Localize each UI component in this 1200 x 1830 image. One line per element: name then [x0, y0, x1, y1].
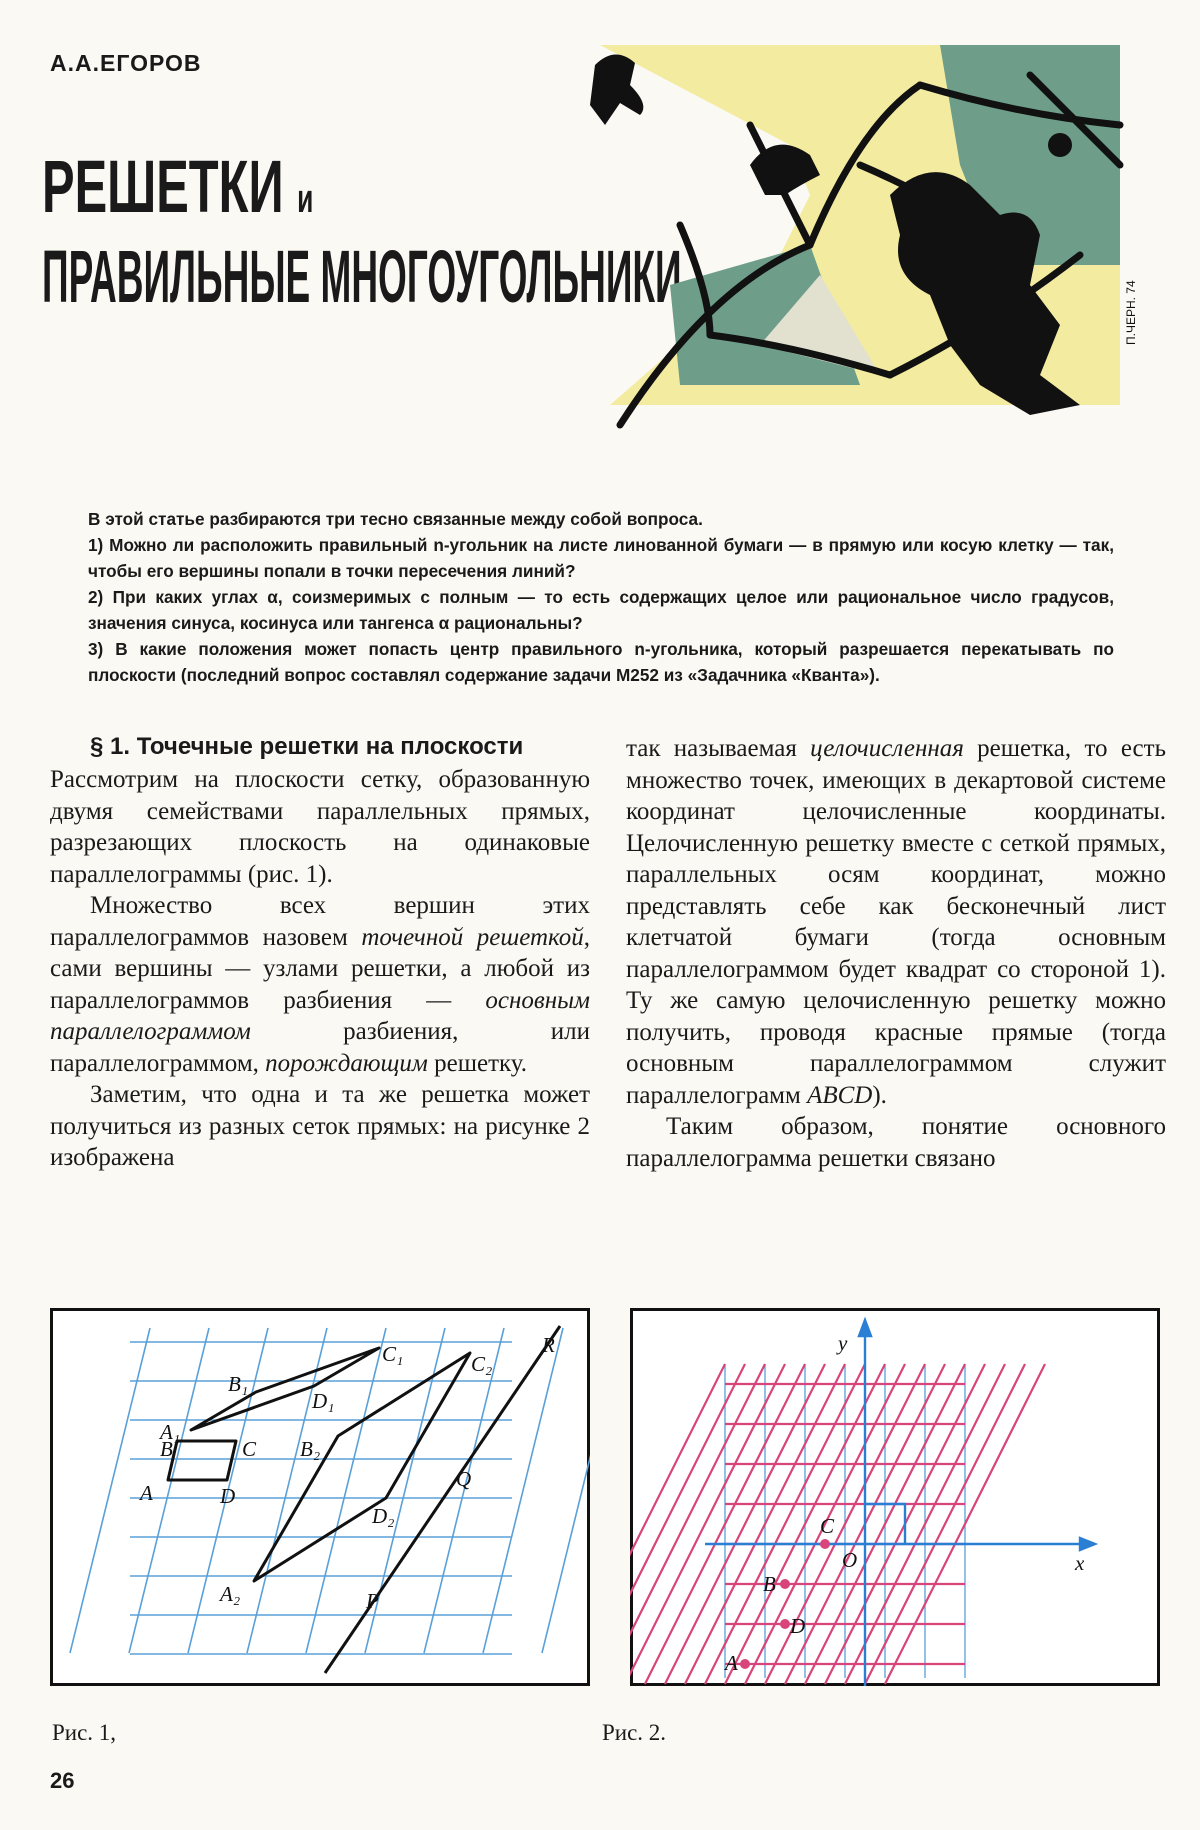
- term-abcd: ABCD: [807, 1081, 873, 1109]
- paragraph-5: Таким образом, понятие основного параллелограмма решетки связано: [626, 1113, 1166, 1172]
- figure-2: [630, 1308, 1160, 1686]
- label-a2: A₂: [220, 1582, 241, 1606]
- label-d: D: [220, 1484, 236, 1508]
- label-d2: D₂: [372, 1504, 395, 1528]
- label-b2: B₂: [300, 1437, 321, 1461]
- label-a: A: [725, 1651, 738, 1675]
- label-c1: C₁: [382, 1342, 404, 1366]
- text-column-left: [50, 730, 590, 1174]
- label-c: C: [820, 1514, 835, 1538]
- paragraph-3: Заметим, что одна и та же решетка может получиться из разных сеток прямых: на рисунке 2 изображена: [50, 1081, 590, 1171]
- label-d1: D₁: [312, 1389, 335, 1413]
- abstract-intro: В этой статье разбираются три тесно связанные между собой вопроса.: [88, 509, 703, 529]
- label-q: Q: [456, 1467, 472, 1491]
- title-connector: и: [297, 177, 314, 221]
- abstract-question-2: 2) При каких углах α, соизмеримых с полным — то есть содержащих целое или рациональное число градусов, значения синуса, косинуса или тангенса α рациональны?: [88, 587, 1114, 633]
- figure-2-caption: Рис. 2.: [602, 1720, 667, 1745]
- paragraph-1: Рассмотрим на плоскости сетку, образованную двумя семействами параллельных прямых, разрезающих плоскость на одинаковые параллелограммы (рис. 1).: [50, 766, 590, 888]
- figure-1: [50, 1308, 590, 1686]
- label-y: y: [838, 1331, 848, 1355]
- abstract: [88, 506, 1114, 688]
- label-b1: B₁: [228, 1372, 249, 1396]
- point-c: [820, 1539, 830, 1549]
- label-o: O: [842, 1548, 858, 1572]
- author-name: А.А.ЕГОРОВ: [50, 50, 202, 76]
- abstract-question-1: 1) Можно ли расположить правильный n-угольник на листе линованной бумаги — в прямую или косую клетку — так, чтобы его вершины попали в точки пересечения линий?: [88, 535, 1114, 581]
- svg-text:П.ЧЕРН. 74: П.ЧЕРН. 74: [1124, 280, 1138, 345]
- label-c: C: [242, 1437, 257, 1461]
- figure-1-caption: Рис. 1,: [52, 1720, 117, 1745]
- label-a1: A₁: [160, 1420, 181, 1444]
- point-a: [740, 1659, 750, 1669]
- label-a: A: [140, 1481, 153, 1505]
- article-title-line1: [42, 145, 314, 228]
- title-part1: РЕШЕТКИ: [42, 145, 284, 228]
- header-illustration: [560, 45, 1160, 445]
- point-d: [780, 1619, 790, 1629]
- term-integer-lattice: целочисленная: [810, 735, 964, 762]
- label-r: R: [542, 1333, 555, 1357]
- term-generating: порождающим: [265, 1049, 428, 1077]
- page-number: 26: [50, 1768, 75, 1793]
- label-d: D: [790, 1614, 806, 1638]
- label-b: B: [160, 1437, 173, 1461]
- article-title-line2: ПРАВИЛЬНЫЕ МНОГОУГОЛЬНИКИ: [42, 235, 682, 318]
- label-p: P: [366, 1589, 379, 1613]
- label-c2: C₂: [471, 1352, 493, 1376]
- point-b: [780, 1579, 790, 1589]
- paragraph-2: Множество всех вершин этих параллелограммов назовем точечной решеткой, сами вершины — узлами решетки, а любой из параллелограммов разбиения — основным параллелограммом разбиения, или параллелограммом, порождающим решетку.: [50, 892, 591, 1077]
- term-basic-parallelogram: основным параллелограммом: [50, 986, 590, 1045]
- abstract-question-3: 3) В какие положения может попасть центр правильного n-угольника, который разрешается перекатывать по плоскости (последний вопрос составлял содержание задачи М252 из «Задачника «Кванта»).: [88, 639, 1114, 685]
- label-x: x: [1075, 1551, 1085, 1575]
- label-b: B: [763, 1572, 776, 1596]
- paragraph-4: так называемая целочисленная решетка, то есть множество точек, имеющих в декартовой системе координат целочисленные координаты. Целочисленную решетку вместе с сеткой прямых, параллельных осям координат, можно представлять себе как бесконечный лист клетчатой бумаги (тогда основным параллелограммом будет квадрат со стороной 1). Ту же самую целочисленную решетку можно получить, проводя красные прямые (тогда основным параллелограммом служит параллелограмм ABCD).: [626, 735, 1166, 1109]
- text-column-right: [626, 733, 1166, 1174]
- term-point-lattice: точечной решеткой: [361, 923, 584, 951]
- section-heading: § 1. Точечные решетки на плоскости: [90, 733, 524, 760]
